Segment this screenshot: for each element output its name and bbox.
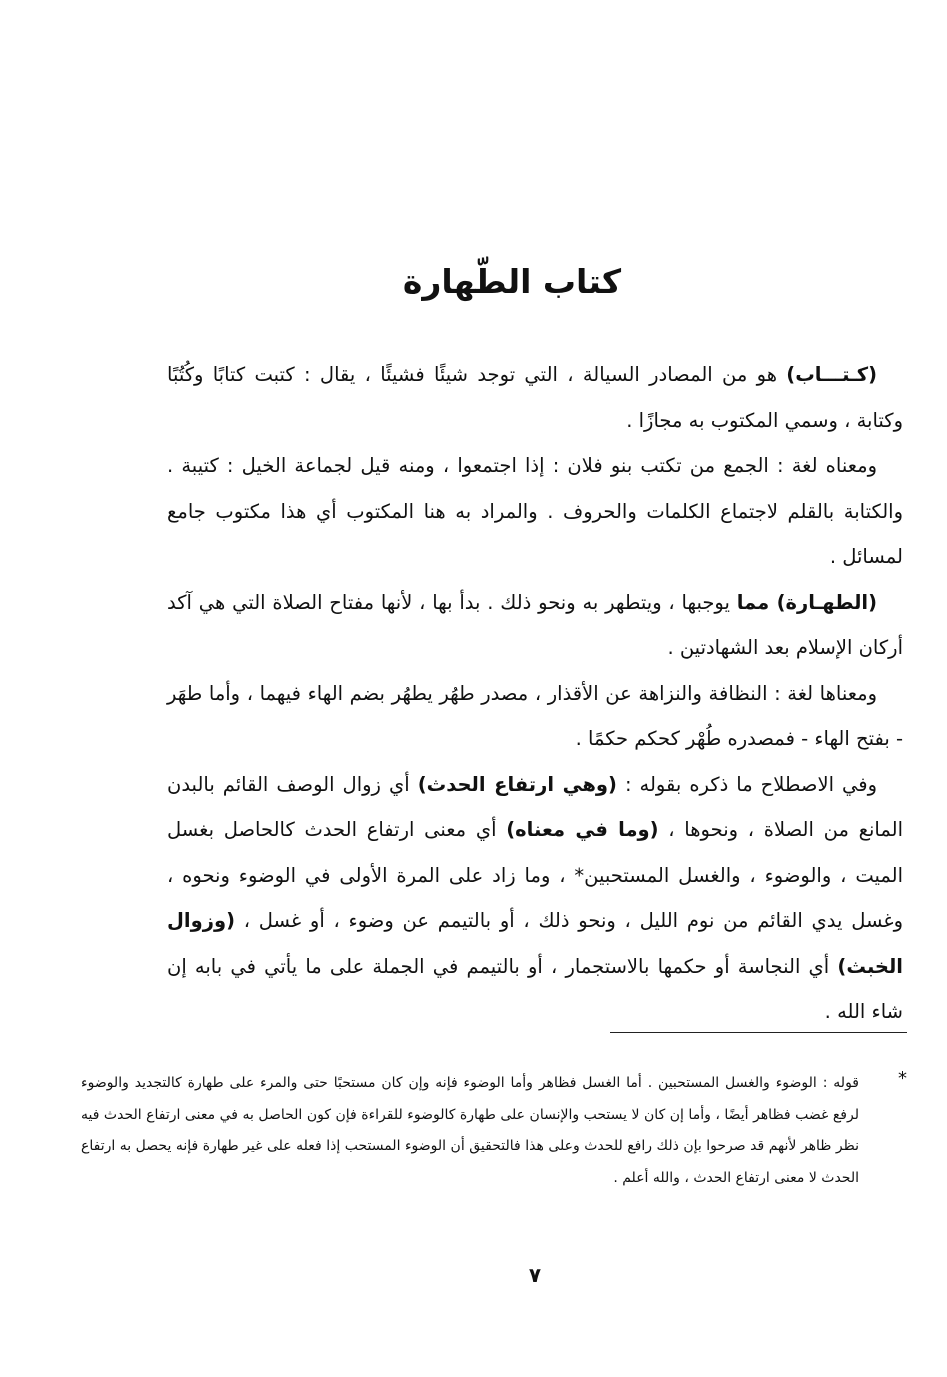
paragraph-text-mid2: أي معنى ارتفاع الحدث كالحاصل بغسل الميت ، والوضوء ، والغسل المستحبين* ، وما زاد على المرة الأولى في الوضوء ونحوه ، وغسل يدي القائم من نوم الليل ، ونحو ذلك ، أو بالتيمم عن وضوء ، أو غسل ،	[167, 818, 903, 932]
keyword-ma-fi-manah: (وما في معناه)	[506, 818, 659, 841]
chapter-title: كتاب الطّهارة	[402, 262, 622, 301]
footnote-text: قوله : الوضوء والغسل المستحبين . أما الغسل فظاهر وأما الوضوء فإنه وإن كان مستحبًا حتى والمرء على طهارة كالتجديد والوضوء لرفع غضب فظاهر أيضًا ، وأما إن كان لا يستحب والإنسان على طهارة كالوضوء للقراءة فإن كون الحاصل به في معنى ارتفاع الحدث فيه نظر ظاهر لأنهم قد صرحوا بإن ذلك رافع للحدث وعلى هذا فالتحقيق أن الوضوء المستحب إذا فعله على غير طهارة فإنه يحصل به ارتفاع الحدث لا معنى ارتفاع الحدث ، والله أعلم .	[81, 1075, 859, 1186]
keyword-kitab: (كـتـــاب)	[786, 363, 877, 386]
paragraph-text: هو من المصادر السيالة ، التي توجد شيئًا فشيئًا ، يقال : كتبت كتابًا وكُتُبًا وكتابة ، وسمي المكتوب به مجازًا .	[167, 363, 903, 432]
footnote-marker: *	[898, 1068, 907, 1089]
paragraph-kitab-meaning	[167, 443, 903, 580]
paragraph-kitab	[167, 352, 903, 443]
paragraph-text-mid: أي زوال الوصف القائم بالبدن المانع من الصلاة ، ونحوها ،	[167, 772, 903, 841]
paragraph-text: يوجبها ، ويتطهر به ونحو ذلك . بدأ بها ، لأنها مفتاح الصلاة التي هي آكد أركان الإسلام بعد الشهادتين .	[167, 590, 903, 659]
paragraph-istilah	[167, 762, 903, 1035]
paragraph-tahara-meaning	[167, 671, 903, 762]
footnote	[81, 1068, 901, 1194]
paragraph-text-pre: وفي الاصطلاح ما ذكره بقوله :	[616, 772, 877, 796]
keyword-zawal-khabath: (وزوال الخبث)	[167, 909, 903, 978]
keyword-irtifa-hadath: (وهي ارتفاع الحدث)	[417, 772, 617, 796]
paragraph-text: ومعناه لغة : الجمع من تكتب بنو فلان : إذا اجتمعوا ، ومنه قيل لجماعة الخيل : كتيبة . والكتابة بالقلم لاجتماع الكلمات والحروف . والمراد به هنا المكتوب أي هذا مكتوب جامع لمسائل .	[167, 454, 903, 568]
keyword-mimma: مما	[736, 590, 777, 614]
keyword-tahara: (الطهـارة)	[776, 590, 877, 614]
main-text	[167, 352, 903, 1035]
paragraph-text: أي النجاسة أو حكمها بالاستجمار ، أو بالتيمم في الجملة على ما يأتي في بابه إن شاء الله .	[167, 954, 903, 1023]
paragraph-tahara	[167, 580, 903, 671]
footnote-divider	[610, 1032, 907, 1033]
page-number: ٧	[528, 1263, 542, 1287]
paragraph-text: ومعناها لغة : النظافة والنزاهة عن الأقذار ، مصدر طهُر يطهُر بضم الهاء فيهما ، وأما طهَر - بفتح الهاء - فمصدره طُهْر كحكم حكمًا .	[167, 681, 903, 750]
